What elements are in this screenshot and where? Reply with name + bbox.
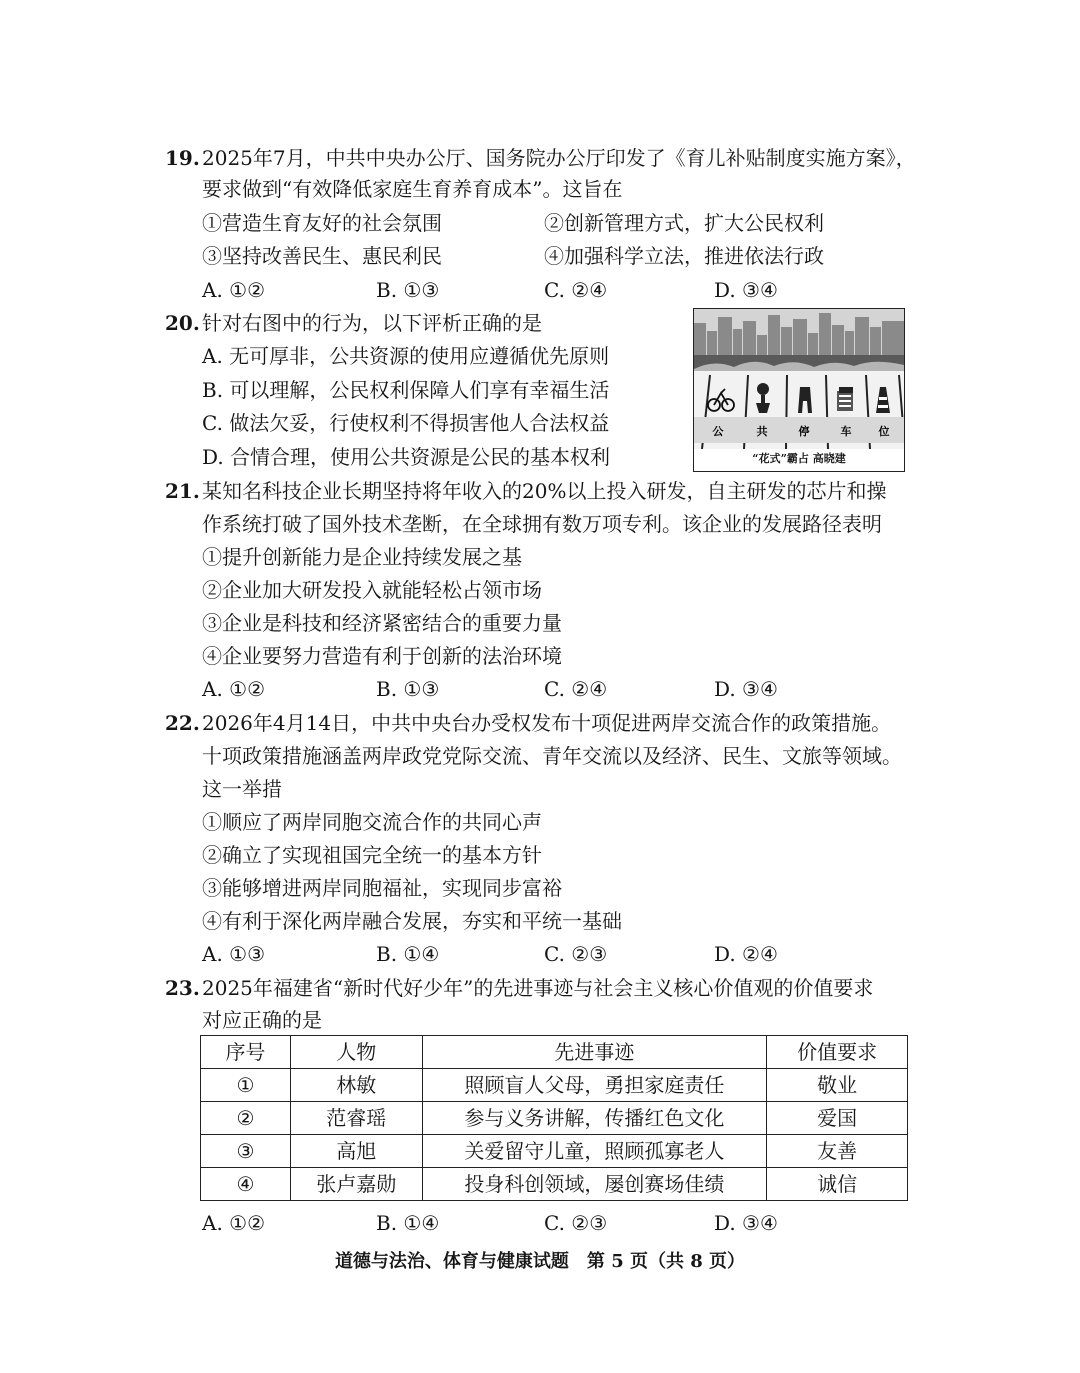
q22-choice-a[interactable]: A. ①③ (202, 942, 266, 966)
table-cell: ② (201, 1102, 291, 1135)
q21-stem-line-2: 作系统打破了国外技术垄断，在全球拥有数万项专利。该企业的发展路径表明 (202, 512, 882, 536)
table-cell: ① (201, 1069, 291, 1102)
q19-choice-d[interactable]: D. ③④ (714, 278, 778, 302)
q21-choice-d[interactable]: D. ③④ (714, 677, 778, 701)
q21-item-1: ①提升创新能力是企业持续发展之基 (202, 545, 522, 569)
page-footer: 道德与法治、体育与健康试题 第 5 页（共 8 页） (334, 1251, 746, 1272)
q19-item-4: ④加强科学立法，推进依法行政 (544, 244, 824, 268)
q19-item-3: ③坚持改善民生、惠民利民 (202, 244, 442, 268)
q23-stem-line-2: 对应正确的是 (202, 1008, 322, 1032)
q21-item-2: ②企业加大研发投入就能轻松占领市场 (202, 578, 542, 602)
q22-stem-line-3: 这一举措 (202, 777, 282, 801)
table-cell: 诚信 (767, 1168, 908, 1201)
q23-choice-d[interactable]: D. ③④ (714, 1211, 778, 1235)
table-cell: 关爱留守儿童，照顾孤寡老人 (422, 1135, 766, 1168)
table-row (201, 1168, 908, 1201)
q20-stem: 针对右图中的行为，以下评析正确的是 (202, 311, 542, 335)
q19-item-1: ①营造生育友好的社会氛围 (202, 211, 442, 235)
sign-char-2: 共 (756, 425, 768, 438)
q20-number: 20. (165, 311, 200, 335)
table-cell: 参与义务讲解，传播红色文化 (422, 1102, 766, 1135)
q22-item-2: ②确立了实现祖国完全统一的基本方针 (202, 843, 542, 867)
table-header: 价值要求 (767, 1036, 908, 1069)
q22-stem-line-2: 十项政策措施涵盖两岸政党党际交流、青年交流以及经济、民生、文旅等领域。 (202, 744, 902, 768)
q21-choice-c[interactable]: C. ②④ (544, 677, 608, 701)
q19-stem-line-1: 2025年7月，中共中央办公厅、国务院办公厅印发了《育儿补贴制度实施方案》， (202, 146, 916, 170)
table-cell: ③ (201, 1135, 291, 1168)
q22-item-1: ①顺应了两岸同胞交流合作的共同心声 (202, 810, 542, 834)
q21-choice-a[interactable]: A. ①② (202, 677, 266, 701)
q21-number: 21. (165, 479, 200, 503)
table-row (201, 1102, 908, 1135)
q21-item-3: ③企业是科技和经济紧密结合的重要力量 (202, 611, 562, 635)
table-cell: 张卢嘉勋 (290, 1168, 422, 1201)
table-header: 人物 (290, 1036, 422, 1069)
q22-choice-b[interactable]: B. ①④ (376, 942, 440, 966)
q20-choice-d[interactable]: D. 合情合理，使用公共资源是公民的基本权利 (202, 445, 611, 469)
q21-item-4: ④企业要努力营造有利于创新的法治环境 (202, 644, 562, 668)
table-header: 先进事迹 (422, 1036, 766, 1069)
q22-choice-c[interactable]: C. ②③ (544, 942, 608, 966)
sign-char-5: 位 (878, 425, 890, 438)
table-row (201, 1135, 908, 1168)
q21-stem-line-1: 某知名科技企业长期坚持将年收入的20%以上投入研发，自主研发的芯片和操 (202, 479, 887, 503)
table-row (201, 1069, 908, 1102)
q19-item-2: ②创新管理方式，扩大公民权利 (544, 211, 824, 235)
table-header: 序号 (201, 1036, 291, 1069)
q23-choice-a[interactable]: A. ①② (202, 1211, 266, 1235)
table-cell: 林敏 (290, 1069, 422, 1102)
q19-number: 19. (165, 146, 200, 170)
table-cell: 高旭 (290, 1135, 422, 1168)
q23-stem-line-1: 2025年福建省“新时代好少年”的先进事迹与社会主义核心价值观的价值要求 (202, 976, 874, 1000)
sign-char-1: 公 (712, 425, 724, 438)
parking-sign-text-layer (694, 309, 904, 471)
table-header-row (201, 1036, 908, 1069)
q23-number: 23. (165, 976, 200, 1000)
cartoon-caption: “花式”霸占 高晓建 (752, 452, 846, 465)
q23-choice-c[interactable]: C. ②③ (544, 1211, 608, 1235)
sign-char-3: 停 (798, 425, 810, 438)
table-cell: 照顾盲人父母，勇担家庭责任 (422, 1069, 766, 1102)
table-cell: 爱国 (767, 1102, 908, 1135)
table-cell: 范睿瑶 (290, 1102, 422, 1135)
q20-choice-c[interactable]: C. 做法欠妥，行使权利不得损害他人合法权益 (202, 411, 610, 435)
q20-choice-b[interactable]: B. 可以理解，公民权利保障人们享有幸福生活 (202, 378, 610, 402)
q23-choice-b[interactable]: B. ①④ (376, 1211, 440, 1235)
table-cell: 友善 (767, 1135, 908, 1168)
q19-choice-c[interactable]: C. ②④ (544, 278, 608, 302)
q22-number: 22. (165, 711, 200, 735)
q19-choice-b[interactable]: B. ①③ (376, 278, 440, 302)
q22-stem-line-1: 2026年4月14日，中共中央台办受权发布十项促进两岸交流合作的政策措施。 (202, 711, 892, 735)
table-cell: 投身科创领域，屡创赛场佳绩 (422, 1168, 766, 1201)
q20-choice-a[interactable]: A. 无可厚非，公共资源的使用应遵循优先原则 (202, 344, 610, 368)
q21-choice-b[interactable]: B. ①③ (376, 677, 440, 701)
q23-table (200, 1035, 908, 1201)
table-cell: ④ (201, 1168, 291, 1201)
sign-char-4: 车 (840, 425, 852, 438)
q19-choice-a[interactable]: A. ①② (202, 278, 266, 302)
parking-cartoon (693, 308, 905, 472)
q22-item-3: ③能够增进两岸同胞福祉，实现同步富裕 (202, 876, 562, 900)
q22-choice-d[interactable]: D. ②④ (714, 942, 778, 966)
q19-stem-line-2: 要求做到“有效降低家庭生育养育成本”。这旨在 (202, 177, 623, 201)
table-cell: 敬业 (767, 1069, 908, 1102)
q22-item-4: ④有利于深化两岸融合发展，夯实和平统一基础 (202, 909, 622, 933)
